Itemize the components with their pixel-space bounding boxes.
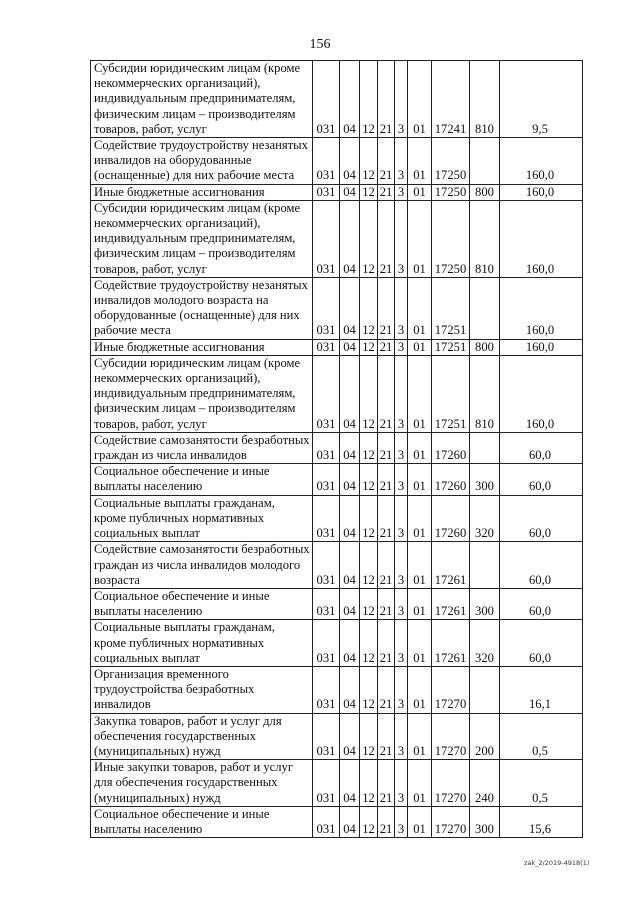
code-cell-c4: 21	[378, 666, 395, 713]
code-cell-c7: 17261	[432, 620, 470, 667]
row-name: Субсидии юридическим лицам (кроме некоммерческих организаций), индивидуальным предпринимателям, физическим лицам – производителям товаров, работ, услуг	[91, 355, 313, 432]
code-cell-c7: 17260	[432, 495, 470, 542]
code-cell-c7: 17250	[432, 200, 470, 277]
code-cell-c2: 04	[340, 277, 360, 339]
code-cell-c3: 12	[360, 588, 378, 619]
code-cell-c8: 800	[470, 339, 500, 355]
code-cell-c2: 04	[340, 61, 360, 138]
code-cell-c6: 01	[408, 464, 432, 495]
amount-cell: 160,0	[500, 138, 583, 185]
code-cell-c1: 031	[313, 666, 340, 713]
table-row	[91, 339, 583, 355]
code-cell-c3: 12	[360, 138, 378, 185]
amount-cell: 60,0	[500, 464, 583, 495]
code-cell-c1: 031	[313, 760, 340, 807]
budget-table	[90, 60, 583, 838]
row-name: Социальные выплаты гражданам, кроме публичных нормативных социальных выплат	[91, 495, 313, 542]
code-cell-c3: 12	[360, 542, 378, 589]
code-cell-c6: 01	[408, 432, 432, 463]
code-cell-c4: 21	[378, 495, 395, 542]
code-cell-c1: 031	[313, 464, 340, 495]
table-row	[91, 713, 583, 760]
code-cell-c7: 17251	[432, 339, 470, 355]
table-row	[91, 184, 583, 200]
code-cell-c4: 21	[378, 355, 395, 432]
table-row	[91, 432, 583, 463]
code-cell-c7: 17270	[432, 760, 470, 807]
code-cell-c8: 320	[470, 495, 500, 542]
code-cell-c3: 12	[360, 184, 378, 200]
amount-cell: 60,0	[500, 432, 583, 463]
amount-cell: 160,0	[500, 339, 583, 355]
code-cell-c6: 01	[408, 61, 432, 138]
code-cell-c7: 17260	[432, 464, 470, 495]
table-row	[91, 138, 583, 185]
page-number: 156	[309, 37, 331, 52]
code-cell-c7: 17251	[432, 355, 470, 432]
code-cell-c5: 3	[395, 138, 408, 185]
amount-cell: 15,6	[500, 806, 583, 837]
code-cell-c1: 031	[313, 495, 340, 542]
code-cell-c4: 21	[378, 806, 395, 837]
code-cell-c3: 12	[360, 666, 378, 713]
table-row	[91, 464, 583, 495]
code-cell-c2: 04	[340, 464, 360, 495]
amount-cell: 0,5	[500, 760, 583, 807]
table-row	[91, 277, 583, 339]
code-cell-c5: 3	[395, 464, 408, 495]
code-cell-c5: 3	[395, 806, 408, 837]
row-name: Закупка товаров, работ и услуг для обеспечения государственных (муниципальных) нужд	[91, 713, 313, 760]
code-cell-c3: 12	[360, 61, 378, 138]
code-cell-c7: 17270	[432, 806, 470, 837]
code-cell-c6: 01	[408, 184, 432, 200]
code-cell-c6: 01	[408, 339, 432, 355]
code-cell-c5: 3	[395, 200, 408, 277]
code-cell-c8: 300	[470, 464, 500, 495]
code-cell-c8: 300	[470, 588, 500, 619]
code-cell-c3: 12	[360, 760, 378, 807]
code-cell-c5: 3	[395, 620, 408, 667]
code-cell-c5: 3	[395, 355, 408, 432]
code-cell-c5: 3	[395, 184, 408, 200]
code-cell-c1: 031	[313, 355, 340, 432]
code-cell-c8: 300	[470, 806, 500, 837]
code-cell-c3: 12	[360, 806, 378, 837]
code-cell-c5: 3	[395, 588, 408, 619]
amount-cell: 160,0	[500, 200, 583, 277]
code-cell-c5: 3	[395, 277, 408, 339]
code-cell-c4: 21	[378, 760, 395, 807]
code-cell-c7: 17250	[432, 184, 470, 200]
code-cell-c4: 21	[378, 432, 395, 463]
amount-cell: 60,0	[500, 495, 583, 542]
document-footer-code: zak_2/2019-4918(1)	[524, 859, 590, 867]
code-cell-c3: 12	[360, 355, 378, 432]
code-cell-c8: 810	[470, 200, 500, 277]
code-cell-c2: 04	[340, 495, 360, 542]
code-cell-c8: 810	[470, 355, 500, 432]
amount-cell: 16,1	[500, 666, 583, 713]
code-cell-c8	[470, 666, 500, 713]
code-cell-c1: 031	[313, 806, 340, 837]
code-cell-c1: 031	[313, 61, 340, 138]
amount-cell: 60,0	[500, 620, 583, 667]
row-name: Иные бюджетные ассигнования	[91, 339, 313, 355]
row-name: Социальные выплаты гражданам, кроме публичных нормативных социальных выплат	[91, 620, 313, 667]
row-name: Иные закупки товаров, работ и услуг для обеспечения государственных (муниципальных) нужд	[91, 760, 313, 807]
code-cell-c6: 01	[408, 138, 432, 185]
code-cell-c1: 031	[313, 200, 340, 277]
code-cell-c8: 810	[470, 61, 500, 138]
code-cell-c1: 031	[313, 542, 340, 589]
table-row	[91, 806, 583, 837]
code-cell-c1: 031	[313, 277, 340, 339]
amount-cell: 160,0	[500, 184, 583, 200]
code-cell-c5: 3	[395, 666, 408, 713]
table-row	[91, 61, 583, 138]
code-cell-c2: 04	[340, 760, 360, 807]
table-row	[91, 200, 583, 277]
code-cell-c2: 04	[340, 339, 360, 355]
code-cell-c7: 17260	[432, 432, 470, 463]
code-cell-c2: 04	[340, 184, 360, 200]
code-cell-c6: 01	[408, 713, 432, 760]
code-cell-c8	[470, 277, 500, 339]
table-row	[91, 760, 583, 807]
code-cell-c2: 04	[340, 542, 360, 589]
row-name: Социальное обеспечение и иные выплаты населению	[91, 464, 313, 495]
code-cell-c3: 12	[360, 432, 378, 463]
code-cell-c8	[470, 432, 500, 463]
code-cell-c2: 04	[340, 138, 360, 185]
row-name: Содействие трудоустройству незанятых инвалидов молодого возраста на оборудованные (оснащенные) для них рабочие места	[91, 277, 313, 339]
amount-cell: 0,5	[500, 713, 583, 760]
code-cell-c7: 17251	[432, 277, 470, 339]
table-row	[91, 355, 583, 432]
code-cell-c7: 17261	[432, 588, 470, 619]
code-cell-c6: 01	[408, 495, 432, 542]
code-cell-c8	[470, 138, 500, 185]
code-cell-c7: 17250	[432, 138, 470, 185]
code-cell-c6: 01	[408, 277, 432, 339]
code-cell-c2: 04	[340, 588, 360, 619]
amount-cell: 160,0	[500, 277, 583, 339]
code-cell-c2: 04	[340, 713, 360, 760]
table-row	[91, 542, 583, 589]
code-cell-c1: 031	[313, 713, 340, 760]
code-cell-c6: 01	[408, 588, 432, 619]
table-row	[91, 588, 583, 619]
code-cell-c5: 3	[395, 713, 408, 760]
code-cell-c7: 17270	[432, 713, 470, 760]
row-name: Организация временного трудоустройства безработных инвалидов	[91, 666, 313, 713]
table-row	[91, 620, 583, 667]
code-cell-c6: 01	[408, 620, 432, 667]
code-cell-c8: 240	[470, 760, 500, 807]
table-row	[91, 666, 583, 713]
code-cell-c3: 12	[360, 713, 378, 760]
code-cell-c6: 01	[408, 666, 432, 713]
row-name: Содействие самозанятости безработных граждан из числа инвалидов молодого возраста	[91, 542, 313, 589]
code-cell-c1: 031	[313, 432, 340, 463]
code-cell-c5: 3	[395, 339, 408, 355]
row-name: Субсидии юридическим лицам (кроме некоммерческих организаций), индивидуальным предпринимателям, физическим лицам – производителям товаров, работ, услуг	[91, 61, 313, 138]
code-cell-c4: 21	[378, 588, 395, 619]
row-name: Содействие трудоустройству незанятых инвалидов на оборудованные (оснащенные) для них рабочие места	[91, 138, 313, 185]
code-cell-c2: 04	[340, 200, 360, 277]
code-cell-c1: 031	[313, 339, 340, 355]
code-cell-c4: 21	[378, 620, 395, 667]
code-cell-c6: 01	[408, 355, 432, 432]
amount-cell: 160,0	[500, 355, 583, 432]
code-cell-c1: 031	[313, 588, 340, 619]
code-cell-c2: 04	[340, 355, 360, 432]
code-cell-c5: 3	[395, 61, 408, 138]
code-cell-c4: 21	[378, 200, 395, 277]
code-cell-c5: 3	[395, 760, 408, 807]
code-cell-c4: 21	[378, 464, 395, 495]
row-name: Содействие самозанятости безработных граждан из числа инвалидов	[91, 432, 313, 463]
amount-cell: 60,0	[500, 588, 583, 619]
code-cell-c4: 21	[378, 542, 395, 589]
code-cell-c5: 3	[395, 432, 408, 463]
code-cell-c1: 031	[313, 138, 340, 185]
code-cell-c4: 21	[378, 138, 395, 185]
code-cell-c4: 21	[378, 277, 395, 339]
row-name: Субсидии юридическим лицам (кроме некоммерческих организаций), индивидуальным предпринимателям, физическим лицам – производителям товаров, работ, услуг	[91, 200, 313, 277]
row-name: Иные бюджетные ассигнования	[91, 184, 313, 200]
code-cell-c7: 17270	[432, 666, 470, 713]
code-cell-c6: 01	[408, 760, 432, 807]
code-cell-c8: 200	[470, 713, 500, 760]
code-cell-c4: 21	[378, 184, 395, 200]
code-cell-c8	[470, 542, 500, 589]
code-cell-c2: 04	[340, 432, 360, 463]
code-cell-c7: 17241	[432, 61, 470, 138]
code-cell-c3: 12	[360, 339, 378, 355]
code-cell-c3: 12	[360, 495, 378, 542]
code-cell-c3: 12	[360, 277, 378, 339]
code-cell-c4: 21	[378, 339, 395, 355]
row-name: Социальное обеспечение и иные выплаты населению	[91, 588, 313, 619]
code-cell-c3: 12	[360, 200, 378, 277]
code-cell-c5: 3	[395, 495, 408, 542]
code-cell-c5: 3	[395, 542, 408, 589]
code-cell-c3: 12	[360, 620, 378, 667]
table-body	[91, 61, 583, 838]
row-name: Социальное обеспечение и иные выплаты населению	[91, 806, 313, 837]
code-cell-c4: 21	[378, 61, 395, 138]
amount-cell: 9,5	[500, 61, 583, 138]
code-cell-c8: 320	[470, 620, 500, 667]
code-cell-c4: 21	[378, 713, 395, 760]
code-cell-c7: 17261	[432, 542, 470, 589]
code-cell-c3: 12	[360, 464, 378, 495]
code-cell-c6: 01	[408, 200, 432, 277]
code-cell-c2: 04	[340, 806, 360, 837]
code-cell-c2: 04	[340, 620, 360, 667]
code-cell-c8: 800	[470, 184, 500, 200]
code-cell-c2: 04	[340, 666, 360, 713]
amount-cell: 60,0	[500, 542, 583, 589]
table-row	[91, 495, 583, 542]
code-cell-c6: 01	[408, 542, 432, 589]
code-cell-c6: 01	[408, 806, 432, 837]
code-cell-c1: 031	[313, 184, 340, 200]
code-cell-c1: 031	[313, 620, 340, 667]
